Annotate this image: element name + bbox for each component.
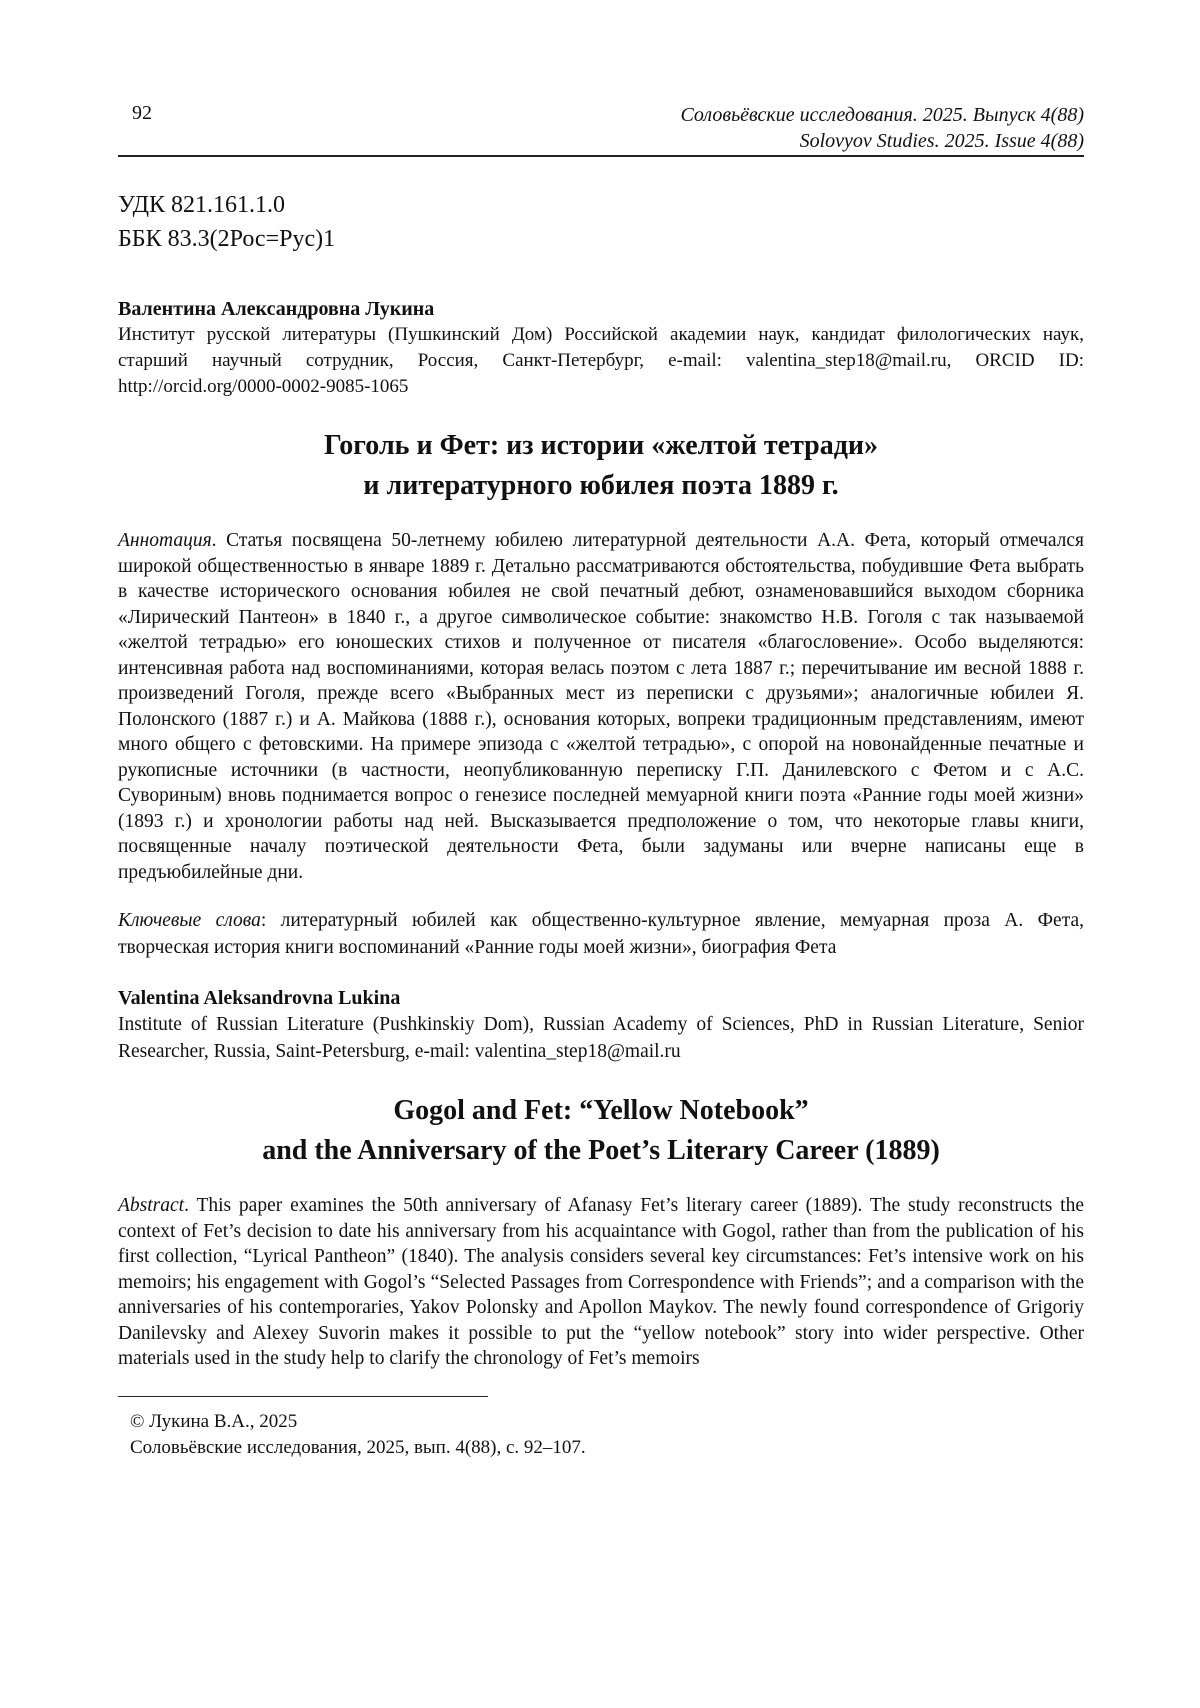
abstract-ru-label: Аннотация: [118, 530, 212, 551]
abstract-ru-text: . Статья посвящена 50-летнему юбилею литературной деятельности А.А. Фета, который отмечался широкой общественностью в январе 1889 г. Детально рассматриваются обстоятельства, побудившие Фета выбрать в качестве исторического основания юбилея не свой печатный дебют, ознаменовавшийся выходом сборника «Лирический Пантеон» в 1840 г., а другое символическое событие: знакомство Н.В. Гоголя с так называемой «желтой тетрадью» его юношеских стихов и полученное от писателя «благословение». Особо выделяются: интенсивная работа над воспоминаниями, которая велась поэтом с лета 1887 г.; перечитывание им весной 1888 г. произведений Гоголя, прежде всего «Выбранных мест из переписки с друзьями»; аналогичные юбилеи Я. Полонского (1887 г.) и А. Майкова (1888 г.), основания которых, вопреки традиционным представлениям, имеют много общего с фетовскими. На примере эпизода с «желтой тетрадью», с опорой на новонайденные печатные и рукописные источники (в частности, неопубликованную переписку Г.П. Данилевского с Фетом и с А.С. Сувориным) вновь поднимается вопрос о генезисе последней мемуарной книги поэта «Ранние годы моей жизни» (1893 г.) и хронологии работы над ней. Высказывается предположение о том, что некоторые главы книги, посвященные началу поэтической деятельности Фета, были задуманы или вчерне написаны еще в предъюбилейные дни.: [118, 530, 1084, 883]
header-rule: [118, 155, 1084, 157]
journal-title: [680, 102, 1084, 154]
article-title-ru: [118, 426, 1084, 506]
classification-codes: [118, 188, 1084, 256]
article-page: [118, 0, 1084, 1461]
abstract-en: [118, 1193, 1084, 1372]
journal-title-ru: Соловьёвские исследования. 2025. Выпуск 4(88): [680, 104, 1084, 126]
running-header: [118, 0, 1084, 160]
footnote: [118, 1409, 1084, 1461]
journal-title-en: Solovyov Studies. 2025. Issue 4(88): [799, 130, 1084, 152]
title-en-line1: Gogol and Fet: “Yellow Notebook”: [393, 1095, 809, 1126]
keywords-ru-text: : литературный юбилей как общественно-культурное явление, мемуарная проза А. Фета, творческая история книги воспоминаний «Ранние годы моей жизни», биография Фета: [118, 910, 1084, 958]
copyright-notice: © Лукина В.А., 2025: [130, 1410, 298, 1432]
abstract-en-label: Abstract: [118, 1195, 185, 1216]
title-ru-line2: и литературного юбилея поэта 1889 г.: [363, 470, 839, 501]
keywords-ru: [118, 907, 1084, 961]
author-name-ru: Валентина Александровна Лукина: [118, 298, 435, 320]
citation-line: Соловьёвские исследования, 2025, вып. 4(88), с. 92–107.: [130, 1436, 586, 1458]
title-en-line2: and the Anniversary of the Poet’s Literary Career (1889): [262, 1135, 940, 1166]
title-ru-line1: Гоголь и Фет: из истории «желтой тетради»: [323, 430, 879, 461]
author-affiliation-ru: Институт русской литературы (Пушкинский Дом) Российской академии наук, кандидат филологических наук, старший научный сотрудник, Россия, Санкт-Петербург, e-mail: valentina_step18@mail.ru, ORCID ID: http://orcid.org/0000-0002-9085-1065: [118, 324, 1084, 397]
author-name-en: Valentina Aleksandrovna Lukina: [118, 987, 401, 1009]
abstract-en-text: . This paper examines the 50th anniversary of Afanasy Fet’s literary career (1889). The study reconstructs the context of Fet’s decision to date his anniversary from his acquaintance with Gogol, rather than from the publication of his first collection, “Lyrical Pantheon” (1840). The analysis considers several key circumstances: Fet’s intensive work on his memoirs; his engagement with Gogol’s “Selected Passages from Correspondence with Friends”; and a comparison with the anniversaries of his contemporaries, Yakov Polonsky and Apollon Maykov. The newly found correspondence of Grigoriy Danilevsky and Alexey Suvorin makes it possible to put the “yellow notebook” story into wider perspective. Other materials used in the study help to clarify the chronology of Fet’s memoirs: [118, 1195, 1084, 1369]
keywords-ru-label: Ключевые слова: [118, 910, 261, 931]
page-number: 92: [132, 102, 152, 124]
author-affiliation-en: Institute of Russian Literature (Pushkinskiy Dom), Russian Academy of Sciences, PhD in Russian Literature, Senior Researcher, Russia, Saint-Petersburg, e-mail: valentina_step18@mail.ru: [118, 1014, 1084, 1062]
abstract-ru: [118, 528, 1084, 885]
footnote-rule: [118, 1396, 488, 1397]
udk-code: УДК 821.161.1.0: [118, 192, 285, 218]
bbk-code: ББК 83.3(2Рос=Рус)1: [118, 226, 336, 252]
article-title-en: [118, 1091, 1084, 1171]
